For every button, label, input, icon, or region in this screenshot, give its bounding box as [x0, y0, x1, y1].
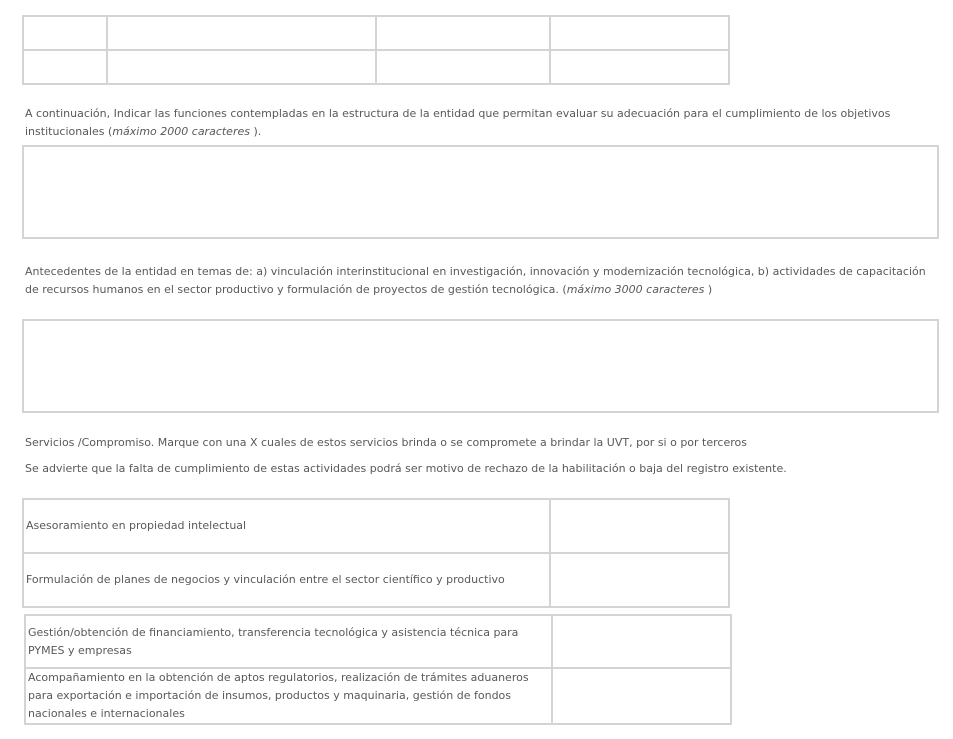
background-prompt-closing: ) — [704, 283, 713, 296]
functions-prompt-closing: ). — [249, 125, 262, 138]
table-cell[interactable] — [23, 50, 107, 84]
table-cell[interactable] — [376, 50, 550, 84]
table-row — [25, 615, 731, 668]
services-table-1 — [22, 498, 730, 608]
service-mark-cell[interactable] — [552, 668, 731, 724]
table-cell[interactable] — [23, 16, 107, 50]
service-label: Formulación de planes de negocios y vinculación entre el sector científico y productivo — [23, 553, 550, 607]
table-cell[interactable] — [107, 16, 376, 50]
table-row — [23, 50, 729, 84]
table-cell[interactable] — [376, 16, 550, 50]
background-textarea[interactable] — [22, 319, 939, 413]
functions-textarea[interactable] — [22, 145, 939, 239]
table-cell[interactable] — [550, 50, 729, 84]
service-label: Asesoramiento en propiedad intelectual — [23, 499, 550, 553]
background-prompt-text: Antecedentes de la entidad en temas de: a) vinculación interinstitucional en investigación, innovación y modernización tecnológica, b) actividades de capacitación de recursos humanos en el sector productivo y formulación de proyectos de gestión tecnológica. ( — [25, 265, 926, 296]
top-table — [22, 15, 730, 85]
services-warning: Se advierte que la falta de cumplimiento de estas actividades podrá ser motivo de rechazo de la habilitación o baja del registro existente. — [25, 462, 787, 475]
services-intro: Servicios /Compromiso. Marque con una X cuales de estos servicios brinda o se compromete a brindar la UVT, por si o por terceros — [25, 436, 747, 449]
service-mark-cell[interactable] — [550, 499, 729, 553]
functions-char-limit: máximo 2000 caracteres — [112, 125, 250, 138]
service-label: Acompañamiento en la obtención de aptos regulatorios, realización de trámites aduaneros para exportación e importación de insumos, productos y maquinaria, gestión de fondos nacionales e internacionales — [25, 668, 552, 724]
background-char-limit: máximo 3000 caracteres — [566, 283, 705, 296]
service-label: Gestión/obtención de financiamiento, transferencia tecnológica y asistencia técnica para PYMES y empresas — [25, 615, 552, 668]
functions-prompt — [25, 105, 940, 141]
service-mark-cell[interactable] — [550, 553, 729, 607]
table-row — [23, 16, 729, 50]
table-cell[interactable] — [550, 16, 729, 50]
table-row — [23, 499, 729, 553]
functions-prompt-text: A continuación, Indicar las funciones contempladas en la estructura de la entidad que permitan evaluar su adecuación para el cumplimiento de los objetivos institucionales ( — [25, 107, 891, 138]
service-mark-cell[interactable] — [552, 615, 731, 668]
services-table-2 — [24, 614, 732, 725]
table-row — [25, 668, 731, 724]
background-prompt — [25, 263, 940, 299]
table-row — [23, 553, 729, 607]
table-cell[interactable] — [107, 50, 376, 84]
